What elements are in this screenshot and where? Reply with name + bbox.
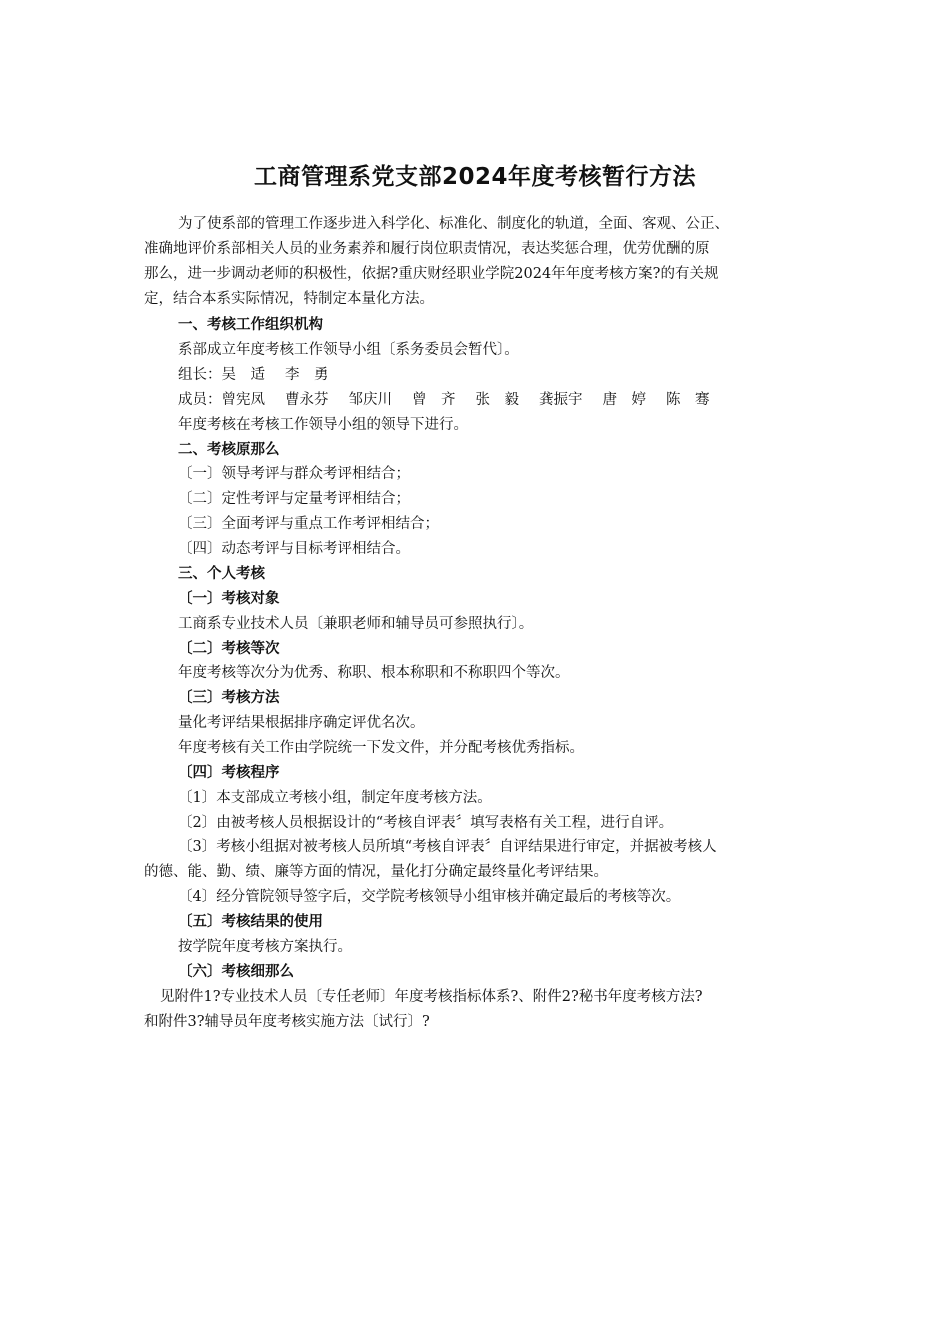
principle-item: 〔四〕动态考评与目标考评相结合。 xyxy=(178,541,410,557)
leader-line xyxy=(178,363,329,388)
subsection-heading: 〔六〕考核细那么 xyxy=(178,964,294,980)
procedure-item-continuation: 的德、能、勤、绩、廉等方面的情况，量化打分确定最终量化考评结果。 xyxy=(144,864,608,880)
principle-item: 〔二〕定性考评与定量考评相结合； xyxy=(178,491,410,507)
member-name: 陈 骞 xyxy=(666,392,710,408)
member-name: 唐 婷 xyxy=(602,392,646,408)
intro-line-3: 那么，进一步调动老师的积极性，依据?重庆财经职业学院2024年年度考核方案?的有关规 xyxy=(144,266,719,282)
leader-label: 组长： xyxy=(178,367,222,383)
procedure-item: 〔3〕考核小组据对被考核人员所填“考核自评表〞自评结果进行审定，并据被考核人 xyxy=(178,839,717,855)
member-name: 龚振宇 xyxy=(539,392,583,408)
section-2-heading: 二、考核原那么 xyxy=(178,442,280,458)
member-name: 曾 齐 xyxy=(412,392,456,408)
subsection-text: 工商系专业技术人员〔兼职老师和辅导员可参照执行〕。 xyxy=(178,616,534,632)
procedure-item: 〔2〕由被考核人员根据设计的“考核自评表〞填写表格有关工程，进行自评。 xyxy=(178,815,674,831)
member-name: 曾宪凤 xyxy=(221,392,265,408)
subsection-heading: 〔五〕考核结果的使用 xyxy=(178,914,323,930)
subsection-heading: 〔四〕考核程序 xyxy=(178,765,280,781)
section-3-heading: 三、个人考核 xyxy=(178,566,265,582)
intro-line-4: 定，结合本系实际情况，特制定本量化方法。 xyxy=(144,291,434,307)
subsection-text: 年度考核等次分为优秀、称职、根本称职和不称职四个等次。 xyxy=(178,665,570,681)
principle-item: 〔一〕领导考评与群众考评相结合； xyxy=(178,466,410,482)
subsection-text: 量化考评结果根据排序确定评优名次。 xyxy=(178,715,425,731)
member-label: 成员： xyxy=(178,392,222,408)
section-1-text: 年度考核在考核工作领导小组的领导下进行。 xyxy=(178,417,468,433)
subsection-text: 年度考核有关工作由学院统一下发文件，并分配考核优秀指标。 xyxy=(178,740,584,756)
intro-line-2: 准确地评价系部相关人员的业务素养和履行岗位职责情况，表达奖惩合理，优劳优酬的原 xyxy=(144,241,710,257)
intro-line-1: 为了使系部的管理工作逐步进入科学化、标准化、制度化的轨道，全面、客观、公正、 xyxy=(178,216,729,232)
subsection-text: 按学院年度考核方案执行。 xyxy=(178,939,352,955)
subsection-heading: 〔三〕考核方法 xyxy=(178,690,280,706)
leader-name: 李 勇 xyxy=(285,367,329,383)
section-1-text: 系部成立年度考核工作领导小组〔系务委员会暂代〕。 xyxy=(178,342,519,358)
leader-name: 吴 适 xyxy=(221,367,265,383)
subsection-text: 见附件1?专业技术人员〔专任老师〕年度考核指标体系?、附件2?秘书年度考核方法? xyxy=(160,989,703,1005)
member-line xyxy=(178,388,710,413)
member-name: 邹庆川 xyxy=(348,392,392,408)
principle-item: 〔三〕全面考评与重点工作考评相结合； xyxy=(178,516,439,532)
procedure-item: 〔1〕本支部成立考核小组，制定年度考核方法。 xyxy=(178,790,492,806)
subsection-heading: 〔二〕考核等次 xyxy=(178,641,280,657)
subsection-heading: 〔一〕考核对象 xyxy=(178,591,280,607)
member-name: 张 毅 xyxy=(475,392,519,408)
subsection-text: 和附件3?辅导员年度考核实施方法〔试行〕? xyxy=(144,1014,430,1030)
section-1-heading: 一、考核工作组织机构 xyxy=(178,317,323,333)
procedure-item: 〔4〕经分管院领导签字后，交学院考核领导小组审核并确定最后的考核等次。 xyxy=(178,889,681,905)
document-title: 工商管理系党支部2024年度考核暂行方法 xyxy=(253,164,696,190)
member-name: 曹永芬 xyxy=(285,392,329,408)
